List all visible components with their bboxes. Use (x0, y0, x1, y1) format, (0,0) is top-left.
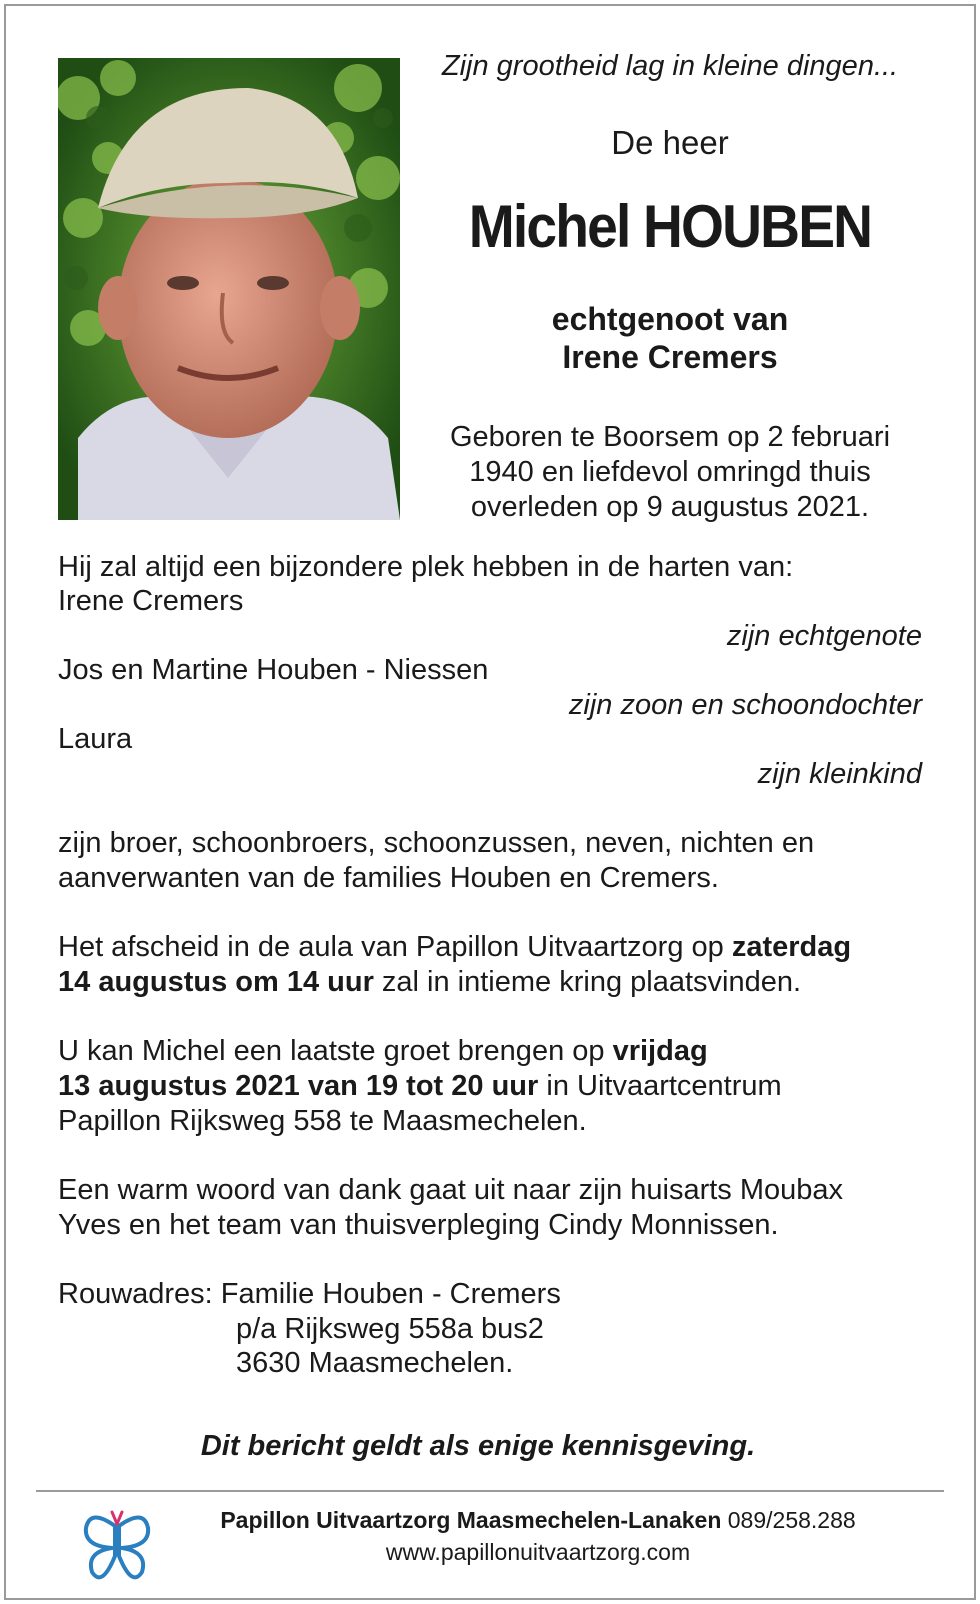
farewell-paragraph (58, 930, 918, 1000)
visit-day: vrijdag (612, 1035, 708, 1067)
honorific: De heer (611, 124, 729, 161)
spouse-line-1: echtgenoot van (551, 301, 789, 337)
other-relatives (58, 826, 918, 896)
birth-line-1: Geboren te Boorsem op 2 februari (449, 421, 891, 453)
other-relatives-line-1: zijn broer, schoonbroers, schoonzussen, neven, nichten en (58, 827, 815, 859)
visit-text-3: Papillon Rijksweg 558 te Maasmechelen. (58, 1105, 587, 1137)
address-line-1: p/a Rijksweg 558a bus2 (236, 1313, 544, 1345)
birth-death-info (420, 420, 920, 525)
mourner-name: Jos en Martine Houben - Niessen (58, 654, 489, 686)
farewell-text-2: zal in intieme kring plaatsvinden. (373, 966, 802, 998)
visit-datetime: 13 augustus 2021 van 19 tot 20 uur (58, 1070, 539, 1102)
other-relatives-line-2: aanverwanten van de families Houben en Cremers. (58, 862, 719, 894)
visit-text-1: U kan Michel een laatste groet brengen op (58, 1035, 613, 1067)
farewell-text-1: Het afscheid in de aula van Papillon Uitvaartzorg op (58, 931, 732, 963)
company-name: Papillon Uitvaartzorg Maasmechelen-Lanaken (220, 1507, 722, 1533)
spouse-info (420, 300, 920, 376)
footer-divider (36, 1490, 944, 1492)
mourning-address-label: Rouwadres: Familie Houben - Cremers (58, 1278, 561, 1310)
company-website[interactable]: www.papillonuitvaartzorg.com (385, 1539, 691, 1565)
deceased-name: Michel HOUBEN (468, 193, 872, 260)
farewell-day: zaterdag (731, 931, 852, 963)
mourner-role: zijn echtgenote (726, 620, 922, 652)
farewell-datetime: 14 augustus om 14 uur (58, 966, 374, 998)
funeral-home-info (178, 1504, 898, 1568)
visit-text-2: in Uitvaartcentrum (538, 1070, 782, 1102)
mourner-name: Laura (58, 723, 133, 755)
spouse-line-2: Irene Cremers (562, 339, 778, 375)
company-phone: 089/258.288 (727, 1507, 856, 1533)
mourner-role: zijn zoon en schoondochter (568, 689, 922, 721)
thanks-line-2: Yves en het team van thuisverpleging Cindy Monnissen. (58, 1209, 779, 1241)
portrait-photo (58, 58, 400, 520)
motto: Zijn grootheid lag in kleine dingen... (441, 50, 899, 82)
closing-statement: Dit bericht geldt als enige kennisgeving. (200, 1430, 756, 1462)
birth-line-2: 1940 en liefdevol omringd thuis (469, 456, 871, 488)
birth-line-3: overleden op 9 augustus 2021. (470, 491, 870, 523)
thanks-paragraph (58, 1173, 918, 1243)
visitation-paragraph (58, 1034, 918, 1139)
thanks-line-1: Een warm woord van dank gaat uit naar zijn huisarts Moubax (58, 1174, 844, 1206)
butterfly-icon (82, 1508, 152, 1584)
address-line-2: 3630 Maasmechelen. (236, 1347, 514, 1379)
mourners-intro: Hij zal altijd een bijzondere plek hebben in de harten van: (58, 551, 794, 583)
mourner-name: Irene Cremers (58, 585, 244, 617)
mourner-role: zijn kleinkind (757, 758, 922, 790)
